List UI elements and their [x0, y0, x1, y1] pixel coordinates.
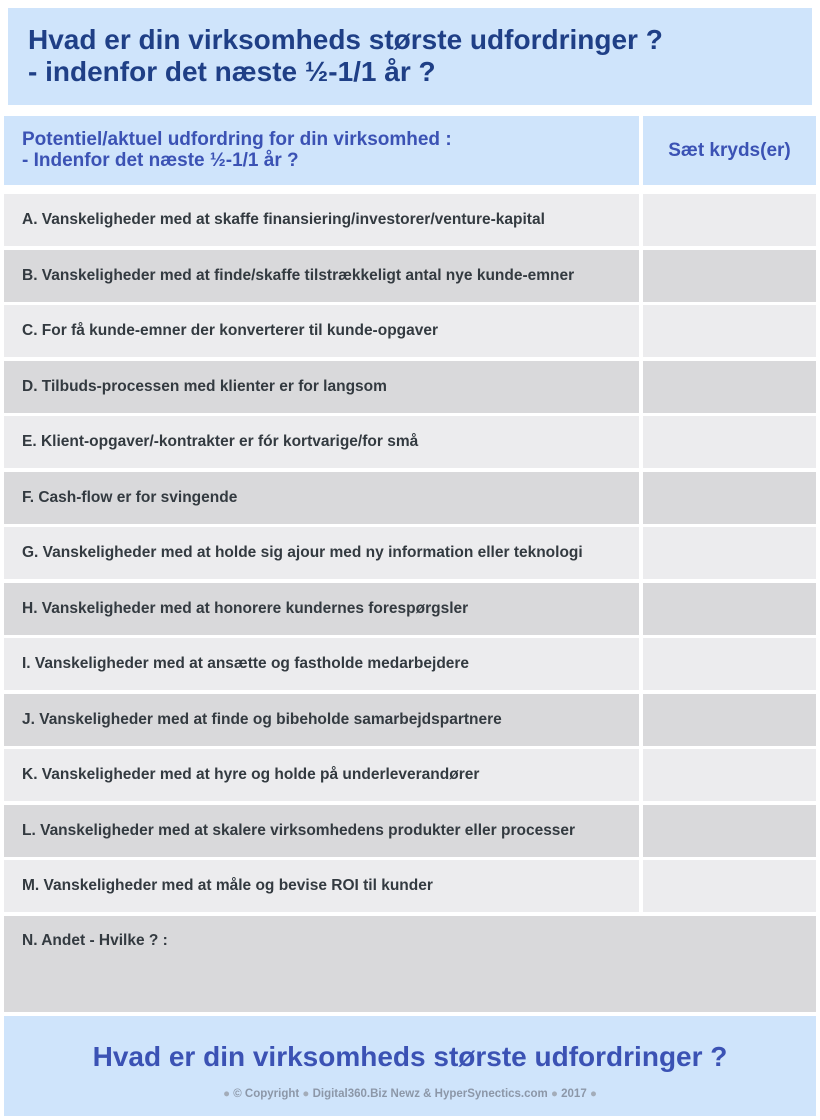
table-row [4, 860, 816, 912]
row-label: D. Tilbuds-processen med klienter er for langsom [4, 361, 639, 413]
header-banner [8, 8, 812, 105]
row-label: H. Vanskeligheder med at honorere kundernes forespørgsler [4, 583, 639, 635]
table-row [4, 250, 816, 302]
check-cell[interactable] [643, 472, 816, 524]
table-row [4, 527, 816, 579]
check-cell[interactable] [643, 250, 816, 302]
row-label: J. Vanskeligheder med at finde og bibeholde samarbejdspartnere [4, 694, 639, 746]
row-label: L. Vanskeligheder med at skalere virksomhedens produkter eller processer [4, 805, 639, 857]
check-cell[interactable] [643, 361, 816, 413]
table-row [4, 583, 816, 635]
footer-banner [4, 1016, 816, 1116]
bullet-icon: ● [550, 1088, 558, 1100]
table-row [4, 805, 816, 857]
bullet-icon: ● [302, 1088, 310, 1100]
row-label: C. For få kunde-emner der konverterer til kunde-opgaver [4, 305, 639, 357]
row-label: I. Vanskeligheder med at ansætte og fastholde medarbejdere [4, 638, 639, 690]
check-cell[interactable] [643, 860, 816, 912]
check-cell[interactable] [643, 638, 816, 690]
copyright-line [4, 1088, 816, 1100]
row-label: K. Vanskeligheder med at hyre og holde på underleverandører [4, 749, 639, 801]
bullet-icon: ● [223, 1088, 231, 1100]
check-cell[interactable] [643, 583, 816, 635]
table-row [4, 638, 816, 690]
column-header-check [643, 116, 816, 185]
column-header-challenge [4, 116, 639, 185]
check-cell[interactable] [643, 805, 816, 857]
check-cell[interactable] [643, 194, 816, 246]
check-cell[interactable] [643, 416, 816, 468]
check-cell[interactable] [643, 305, 816, 357]
row-label: F. Cash-flow er for svingende [4, 472, 639, 524]
check-cell[interactable] [643, 694, 816, 746]
table-row [4, 749, 816, 801]
other-input-area[interactable] [4, 916, 816, 1012]
column-header-line2: - Indenfor det næste ½-1/1 år ? [22, 150, 299, 171]
table-row [4, 694, 816, 746]
table-row [4, 416, 816, 468]
table-row [4, 305, 816, 357]
check-cell[interactable] [643, 749, 816, 801]
bullet-icon: ● [589, 1088, 597, 1100]
row-label: E. Klient-opgaver/-kontrakter er fór kortvarige/for små [4, 416, 639, 468]
copyright-label: © Copyright [233, 1088, 300, 1100]
header-title-line1: Hvad er din virksomheds største udfordringer ? [28, 24, 663, 55]
header-title-line2: - indenfor det næste ½-1/1 år ? [28, 56, 436, 87]
copyright-year: 2017 [561, 1088, 587, 1100]
table-row [4, 194, 816, 246]
table-row [4, 472, 816, 524]
row-label: A. Vanskeligheder med at skaffe finansiering/investorer/venture-kapital [4, 194, 639, 246]
other-label: N. Andet - Hvilke ? : [22, 932, 168, 949]
footer-title: Hvad er din virksomheds største udfordringer ? [92, 1041, 728, 1072]
table-row [4, 361, 816, 413]
row-label: B. Vanskeligheder med at finde/skaffe tilstrækkeligt antal nye kunde-emner [4, 250, 639, 302]
copyright-site: Digital360.Biz Newz & HyperSynectics.com [312, 1088, 548, 1100]
check-cell[interactable] [643, 527, 816, 579]
column-header-check-label: Sæt kryds(er) [668, 139, 791, 161]
column-header-line1: Potentiel/aktuel udfordring for din virksomhed : [22, 129, 452, 150]
row-label: G. Vanskeligheder med at holde sig ajour med ny information eller teknologi [4, 527, 639, 579]
row-label: M. Vanskeligheder med at måle og bevise ROI til kunder [4, 860, 639, 912]
